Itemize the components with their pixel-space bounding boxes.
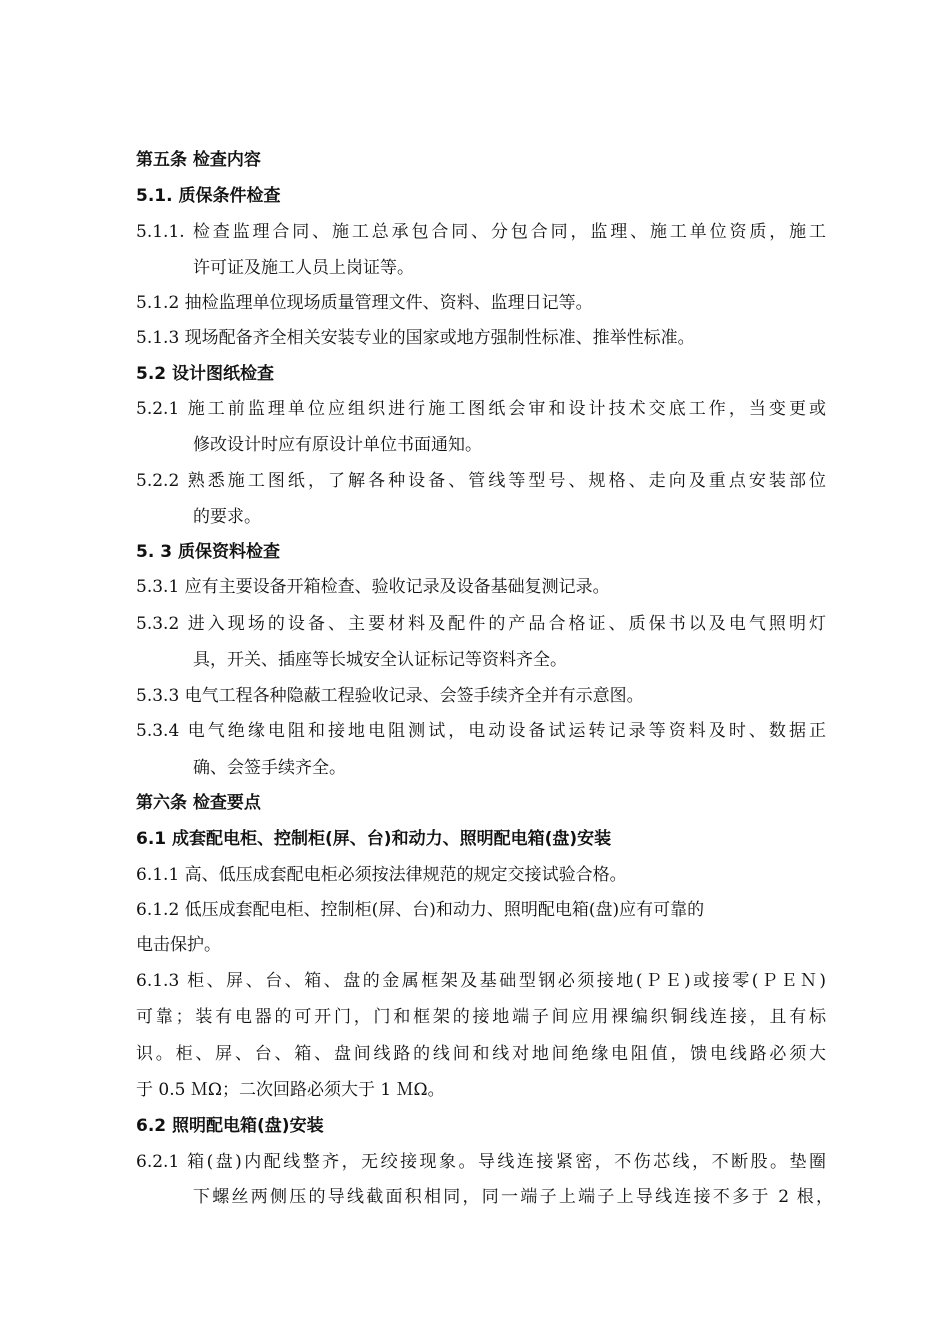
para-5-2-2-line-2: 的要求。 [193,507,261,527]
para-6-1-2-line-1: 6.1.2 低压成套配电柜、控制柜(屏、台)和动力、照明配电箱(盘)应有可靠的 [136,900,705,920]
para-5-1-1-line-2: 许可证及施工人员上岗证等。 [193,258,414,278]
para-5-3-1: 5.3.1 应有主要设备开箱检查、验收记录及设备基础复测记录。 [136,577,610,597]
para-5-3-2-line-2: 具，开关、插座等长城安全认证标记等资料齐全。 [193,650,567,670]
article-6-heading: 第六条 检查要点 [136,793,261,813]
section-6-1-heading: 6.1 成套配电柜、控制柜(屏、台)和动力、照明配电箱(盘)安装 [136,829,612,849]
para-6-1-3-line-4: 于 0.5 ＭΩ；二次回路必须大于 1 ＭΩ。 [136,1080,445,1100]
para-6-1-1: 6.1.1 高、低压成套配电柜必须按法律规范的规定交接试验合格。 [136,865,627,885]
para-5-3-4-line-1: 5.3.4 电气绝缘电阻和接地电阻测试，电动设备试运转记录等资料及时、数据正 [136,721,826,741]
para-5-3-4-line-2: 确、会签手续齐全。 [193,758,346,778]
section-6-2-heading: 6.2 照明配电箱(盘)安装 [136,1116,324,1136]
para-5-1-1-line-1: 5.1.1. 检查监理合同、施工总承包合同、分包合同，监理、施工单位资质，施工 [136,222,826,242]
para-6-1-3-line-3: 识。柜、屏、台、箱、盘间线路的线间和线对地间绝缘电阻值，馈电线路必须大 [136,1044,826,1064]
article-5-heading: 第五条 检查内容 [136,150,261,170]
para-5-1-2: 5.1.2 抽检监理单位现场质量管理文件、资料、监理日记等。 [136,293,593,313]
section-5-1-heading: 5.1. 质保条件检查 [136,186,281,206]
section-5-3-heading: 5. 3 质保资料检查 [136,542,280,562]
section-5-2-heading: 5.2 设计图纸检查 [136,364,275,384]
para-6-1-3-line-1: 6.1.3 柜、屏、台、箱、盘的金属框架及基础型钢必须接地(ＰＥ)或接零(ＰＥＮ) [136,971,826,991]
para-5-3-3: 5.3.3 电气工程各种隐蔽工程验收记录、会签手续齐全并有示意图。 [136,686,644,706]
para-6-1-2-line-2: 电击保护。 [136,935,221,955]
para-5-2-1-line-2: 修改设计时应有原设计单位书面通知。 [193,435,482,455]
para-6-1-3-line-2: 可靠；装有电器的可开门，门和框架的接地端子间应用裸编织铜线连接，且有标 [136,1007,826,1027]
para-6-2-1-line-2: 下螺丝两侧压的导线截面积相同，同一端子上端子上导线连接不多于 2 根， [193,1187,833,1207]
para-5-3-2-line-1: 5.3.2 进入现场的设备、主要材料及配件的产品合格证、质保书以及电气照明灯 [136,614,826,634]
para-5-2-2-line-1: 5.2.2 熟悉施工图纸，了解各种设备、管线等型号、规格、走向及重点安装部位 [136,471,826,491]
para-6-2-1-line-1: 6.2.1 箱(盘)内配线整齐，无绞接现象。导线连接紧密，不伤芯线，不断股。垫圈 [136,1152,826,1172]
para-5-1-3: 5.1.3 现场配备齐全相关安装专业的国家或地方强制性标准、推举性标准。 [136,328,695,348]
para-5-2-1-line-1: 5.2.1 施工前监理单位应组织进行施工图纸会审和设计技术交底工作，当变更或 [136,399,826,419]
